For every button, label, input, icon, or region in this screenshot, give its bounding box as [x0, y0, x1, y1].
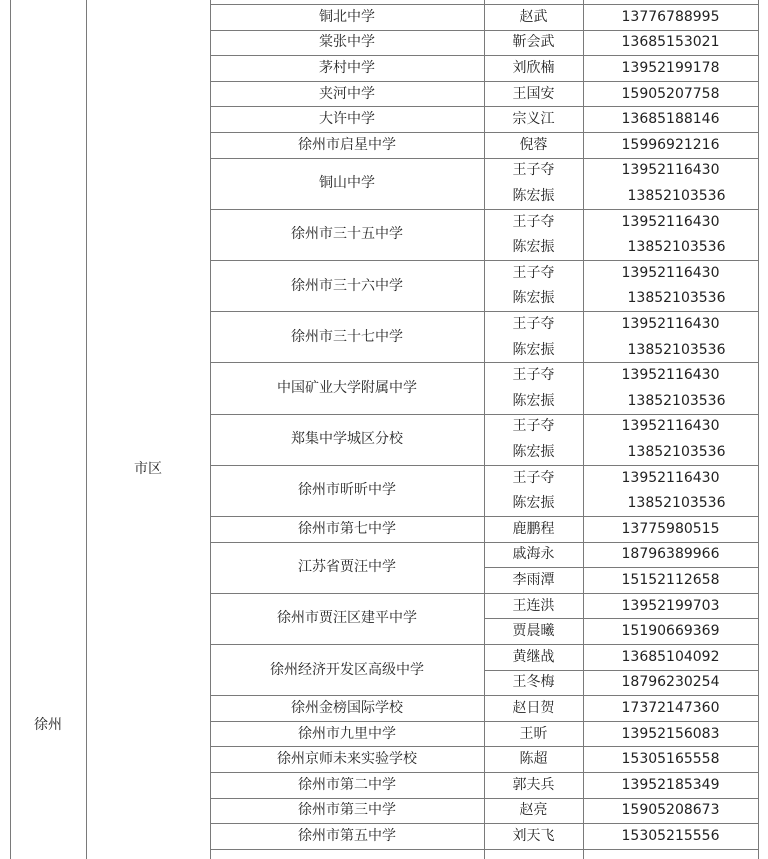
school-name-cell: 徐州市第二中学 — [298, 776, 396, 793]
table-border — [484, 670, 759, 671]
school-name-cell: 郑集中学城区分校 — [291, 431, 403, 448]
table-border — [210, 132, 759, 133]
contact-name-cell: 陈宏振 — [512, 495, 555, 512]
contact-name-cell: 王子夺 — [512, 367, 555, 384]
contact-name-cell: 赵日贺 — [512, 700, 555, 716]
contact-name-cell: 陈宏振 — [512, 239, 555, 256]
table-border — [210, 746, 759, 747]
school-name-cell: 铜山中学 — [319, 175, 375, 192]
contact-phone-cell: 13852103536 — [627, 495, 726, 512]
table-border — [583, 0, 584, 859]
table-border — [484, 618, 759, 619]
contact-name-cell: 鹿鹏程 — [512, 520, 555, 537]
table-border — [210, 55, 759, 56]
contact-name-cell: 王子夺 — [512, 162, 555, 179]
table-border — [210, 0, 211, 859]
contact-name-cell: 王子夺 — [512, 418, 555, 435]
contact-phone-cell: 15152112658 — [621, 572, 720, 588]
table-border — [210, 849, 759, 850]
table-border — [210, 695, 759, 696]
contact-name-cell: 王国安 — [512, 85, 555, 102]
contact-phone-cell: 13952116430 — [621, 316, 720, 332]
school-name-cell: 徐州市第三中学 — [298, 802, 396, 819]
table-border — [210, 772, 759, 773]
contact-phone-cell: 13852103536 — [627, 239, 726, 256]
table-border — [210, 311, 759, 312]
contact-name-cell: 刘欣楠 — [512, 60, 555, 76]
table-border — [210, 414, 759, 415]
contact-name-cell: 刘天飞 — [512, 828, 555, 844]
contact-name-cell: 倪蓉 — [519, 136, 548, 153]
contact-name-cell: 王子夺 — [512, 213, 555, 230]
contact-name-cell: 王连洪 — [512, 597, 555, 614]
contact-phone-cell: 13952116430 — [621, 162, 720, 179]
school-name-cell: 徐州市三十六中学 — [291, 277, 403, 294]
contact-phone-cell: 13685153021 — [621, 34, 720, 51]
table-border — [210, 362, 759, 363]
table-border — [86, 0, 87, 859]
contact-name-cell: 陈宏振 — [512, 341, 555, 358]
contact-name-cell: 王昕 — [519, 725, 548, 742]
school-name-cell: 徐州京师未来实验学校 — [277, 751, 417, 768]
contact-phone-cell: 13952116430 — [621, 367, 720, 384]
contact-phone-cell: 15905208673 — [621, 802, 720, 819]
contact-phone-cell: 13852103536 — [627, 392, 726, 409]
table-border — [210, 260, 759, 261]
contact-phone-cell: 13952116430 — [621, 264, 720, 281]
table-border — [210, 209, 759, 210]
contact-name-cell: 王子夺 — [512, 469, 555, 486]
city-cell: 徐州 — [34, 717, 62, 733]
contact-phone-cell: 13952199703 — [621, 597, 720, 614]
contact-phone-cell: 18796230254 — [621, 674, 720, 691]
table-border — [210, 516, 759, 517]
school-name-cell: 徐州市三十七中学 — [291, 328, 403, 345]
table-border — [484, 0, 485, 859]
contact-phone-cell: 13952116430 — [621, 469, 720, 486]
contact-name-cell: 陈宏振 — [512, 444, 555, 460]
table-border — [210, 4, 759, 5]
school-name-cell: 江苏省贾汪中学 — [298, 559, 396, 576]
contact-phone-cell: 15996921216 — [621, 136, 720, 153]
contact-phone-cell: 13952116430 — [621, 213, 720, 230]
school-name-cell: 棠张中学 — [319, 34, 375, 51]
contact-phone-cell: 15305215556 — [621, 828, 720, 844]
contact-phone-cell: 13952156083 — [621, 725, 720, 742]
table-border — [210, 158, 759, 159]
contact-name-cell: 郭夫兵 — [512, 776, 555, 793]
school-name-cell: 徐州市三十五中学 — [291, 226, 403, 243]
contact-phone-cell: 13952116430 — [621, 418, 720, 435]
school-name-cell: 徐州市昕昕中学 — [298, 482, 396, 499]
school-name-cell: 铜北中学 — [319, 8, 375, 25]
contact-phone-cell: 17372147360 — [621, 700, 720, 716]
contact-name-cell: 赵亮 — [519, 802, 548, 819]
contact-phone-cell: 15190669369 — [621, 623, 720, 640]
school-name-cell: 大许中学 — [319, 111, 375, 128]
table-border — [10, 0, 11, 859]
table-border — [210, 721, 759, 722]
contact-name-cell: 王子夺 — [512, 264, 555, 281]
contact-phone-cell: 13852103536 — [627, 290, 726, 307]
table-border — [210, 798, 759, 799]
contact-name-cell: 李雨潭 — [512, 572, 555, 588]
contact-name-cell: 陈宏振 — [512, 188, 555, 204]
table-border — [210, 823, 759, 824]
contact-phone-cell: 13852103536 — [627, 341, 726, 358]
school-name-cell: 徐州市启星中学 — [298, 136, 396, 153]
contact-name-cell: 陈超 — [519, 751, 548, 768]
contact-phone-cell: 18796389966 — [621, 546, 720, 563]
contact-name-cell: 宗义江 — [512, 111, 555, 128]
table-border — [210, 106, 759, 107]
school-name-cell: 徐州金榜国际学校 — [291, 700, 403, 716]
table-border — [758, 0, 759, 859]
school-name-cell: 徐州经济开发区高级中学 — [270, 661, 424, 678]
contact-phone-cell: 13685188146 — [621, 111, 720, 128]
contact-name-cell: 王冬梅 — [512, 674, 555, 691]
contact-name-cell: 陈宏振 — [512, 392, 555, 409]
table-border — [210, 81, 759, 82]
school-name-cell: 徐州市第七中学 — [298, 520, 396, 537]
contact-phone-cell: 15305165558 — [621, 751, 720, 768]
contact-name-cell: 戚海永 — [512, 546, 555, 563]
contact-phone-cell: 15905207758 — [621, 85, 720, 102]
school-name-cell: 夹河中学 — [319, 85, 375, 102]
school-name-cell: 徐州市九里中学 — [298, 725, 396, 742]
contact-phone-cell: 13852103536 — [627, 444, 726, 460]
contact-name-cell: 王子夺 — [512, 316, 555, 332]
table-border — [484, 567, 759, 568]
contact-name-cell: 赵武 — [519, 8, 548, 25]
school-name-cell: 中国矿业大学附属中学 — [277, 380, 417, 396]
contact-phone-cell: 13852103536 — [627, 188, 726, 204]
contact-phone-cell: 13952185349 — [621, 776, 720, 793]
school-name-cell: 徐州市第五中学 — [298, 828, 396, 844]
contact-phone-cell: 13775980515 — [621, 520, 720, 537]
table-border — [210, 30, 759, 31]
school-name-cell: 徐州市贾汪区建平中学 — [277, 610, 417, 627]
contact-phone-cell: 13776788995 — [621, 8, 720, 25]
contact-phone-cell: 13952199178 — [621, 60, 720, 76]
contact-name-cell: 靳会武 — [512, 34, 555, 51]
table-border — [210, 644, 759, 645]
table-border — [210, 542, 759, 543]
contact-name-cell: 贾晨曦 — [512, 623, 555, 640]
table-border — [210, 465, 759, 466]
contact-name-cell: 陈宏振 — [512, 290, 555, 307]
contact-name-cell: 黄继战 — [512, 648, 555, 665]
contact-phone-cell: 13685104092 — [621, 648, 720, 665]
table-border — [210, 593, 759, 594]
district-cell: 市区 — [134, 461, 162, 477]
school-name-cell: 茅村中学 — [319, 60, 375, 76]
